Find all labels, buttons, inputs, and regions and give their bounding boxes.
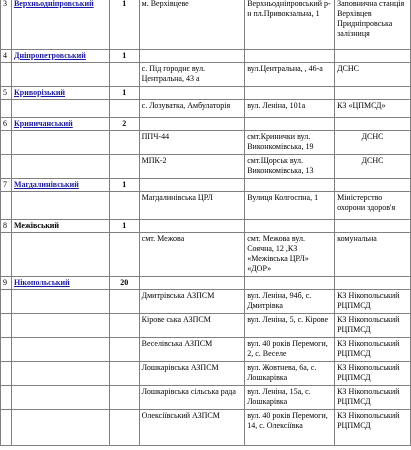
- row-number-cell: [1, 100, 12, 118]
- point-name-cell: Лошкарівська сільська рада: [139, 386, 245, 410]
- count-cell: 1: [109, 220, 139, 233]
- point-name-cell: [139, 50, 245, 63]
- address-cell: [245, 87, 335, 100]
- address-cell: Вулиця Колгоспна, 1: [245, 192, 335, 220]
- count-cell: 1: [109, 87, 139, 100]
- district-row: [1, 50, 411, 63]
- address-cell: смт.Кринички вул. Виконкомівська, 19: [245, 131, 335, 155]
- address-cell: вул. Жовтнева, 6а, с. Лошкарівка: [245, 362, 335, 386]
- table-row: [1, 233, 411, 277]
- organization-cell: КЗ «ЦПМСД»: [335, 100, 411, 118]
- district-row: [1, 118, 411, 131]
- organization-cell: [335, 277, 411, 290]
- table-row: [1, 410, 411, 446]
- district-cell: [11, 410, 109, 446]
- district-row: [1, 277, 411, 290]
- row-number-cell: [1, 63, 12, 87]
- point-name-cell: Олексіївський АЗПСМ: [139, 410, 245, 446]
- district-cell: [11, 131, 109, 155]
- address-cell: вул. Леніна, 15а, с. Лошкарівка: [245, 386, 335, 410]
- district-row: [1, 179, 411, 192]
- points-table-body: [1, 0, 411, 446]
- count-cell: 1: [109, 179, 139, 192]
- count-cell: [109, 410, 139, 446]
- row-number-cell: [1, 155, 12, 179]
- count-cell: 1: [109, 0, 139, 50]
- address-cell: вул. 40 років Перемоги, 2, с. Веселе: [245, 338, 335, 362]
- district-row: [1, 87, 411, 100]
- district-cell: [11, 362, 109, 386]
- address-cell: [245, 179, 335, 192]
- row-number-cell: [1, 131, 12, 155]
- address-cell: [245, 118, 335, 131]
- organization-cell: ДСНС: [335, 63, 411, 87]
- table-row: [1, 131, 411, 155]
- table-row: [1, 362, 411, 386]
- district-link[interactable]: Нікопольський: [11, 277, 109, 290]
- row-number-cell: 3: [1, 0, 12, 50]
- table-row: [1, 192, 411, 220]
- row-number-cell: [1, 192, 12, 220]
- district-link[interactable]: Криворізький: [11, 87, 109, 100]
- organization-cell: ДСНС: [335, 131, 411, 155]
- table-row: [1, 155, 411, 179]
- address-cell: [245, 50, 335, 63]
- table-row: [1, 290, 411, 314]
- count-cell: [109, 386, 139, 410]
- district-cell: [11, 63, 109, 87]
- row-number-cell: [1, 290, 12, 314]
- row-number-cell: [1, 314, 12, 338]
- organization-cell: ДСНС: [335, 155, 411, 179]
- organization-cell: Міністерство охорони здоров'я: [335, 192, 411, 220]
- address-cell: вул. Леніна, 5, с. Кірове: [245, 314, 335, 338]
- table-row: [1, 338, 411, 362]
- row-number-cell: 8: [1, 220, 12, 233]
- address-cell: [245, 277, 335, 290]
- count-cell: [109, 338, 139, 362]
- organization-cell: [335, 50, 411, 63]
- district-cell: [11, 100, 109, 118]
- address-cell: вул. Леніна, 101а: [245, 100, 335, 118]
- organization-cell: Заповнична станція Верхівцев Придніпровська залізниця: [335, 0, 411, 50]
- row-number-cell: [1, 233, 12, 277]
- row-number-cell: 7: [1, 179, 12, 192]
- row-number-cell: [1, 410, 12, 446]
- organization-cell: КЗ Нікопольський РЦПМСД: [335, 362, 411, 386]
- point-name-cell: Лошкарівська АЗПСМ: [139, 362, 245, 386]
- address-cell: [245, 220, 335, 233]
- district-cell: Межівський: [11, 220, 109, 233]
- count-cell: [109, 233, 139, 277]
- point-name-cell: ППЧ-44: [139, 131, 245, 155]
- row-number-cell: [1, 386, 12, 410]
- address-cell: Верхньодніпровський р-н пл.Привокзальна, 1: [245, 0, 335, 50]
- point-name-cell: [139, 118, 245, 131]
- point-name-cell: Дмитрівська АЗПСМ: [139, 290, 245, 314]
- count-cell: [109, 63, 139, 87]
- district-cell: [11, 290, 109, 314]
- district-row: [1, 0, 411, 50]
- point-name-cell: смт. Межова: [139, 233, 245, 277]
- row-number-cell: [1, 362, 12, 386]
- table-row: [1, 63, 411, 87]
- district-link[interactable]: Верхньодніпровський: [11, 0, 109, 50]
- district-cell: [11, 338, 109, 362]
- count-cell: [109, 100, 139, 118]
- district-cell: [11, 192, 109, 220]
- district-cell: [11, 155, 109, 179]
- point-name-cell: [139, 179, 245, 192]
- row-number-cell: 6: [1, 118, 12, 131]
- row-number-cell: 5: [1, 87, 12, 100]
- organization-cell: КЗ Нікопольський РЦПМСД: [335, 338, 411, 362]
- organization-cell: КЗ Нікопольський РЦПМСД: [335, 290, 411, 314]
- point-name-cell: Магдалинівська ЦРЛ: [139, 192, 245, 220]
- address-cell: смт. Межова вул. Соячна, 12 ,КЗ «Межівська ЦРЛ» «ДОР»: [245, 233, 335, 277]
- point-name-cell: Кірове ська АЗПСМ: [139, 314, 245, 338]
- point-name-cell: с. Лозуватка, Амбулаторія: [139, 100, 245, 118]
- table-row: [1, 386, 411, 410]
- district-link[interactable]: Магдалинівський: [11, 179, 109, 192]
- district-row: [1, 220, 411, 233]
- count-cell: [109, 192, 139, 220]
- point-name-cell: [139, 277, 245, 290]
- point-name-cell: м. Верхівцеве: [139, 0, 245, 50]
- table-row: [1, 100, 411, 118]
- point-name-cell: [139, 87, 245, 100]
- district-cell: [11, 314, 109, 338]
- address-cell: смт.Щорськ вул. Виконкомівська, 13: [245, 155, 335, 179]
- organization-cell: комунальна: [335, 233, 411, 277]
- address-cell: вул.Центральна, , 46-а: [245, 63, 335, 87]
- address-cell: вул. Леніна, 94б, с. Дмитрівка: [245, 290, 335, 314]
- point-name-cell: с. Під городнє вул. Центральна, 43 а: [139, 63, 245, 87]
- district-cell: [11, 386, 109, 410]
- organization-cell: КЗ Нікопольський РЦПМСД: [335, 386, 411, 410]
- row-number-cell: [1, 338, 12, 362]
- count-cell: [109, 314, 139, 338]
- count-cell: 1: [109, 50, 139, 63]
- organization-cell: [335, 179, 411, 192]
- organization-cell: [335, 220, 411, 233]
- point-name-cell: МПК-2: [139, 155, 245, 179]
- point-name-cell: Веселівська АЗПСМ: [139, 338, 245, 362]
- count-cell: [109, 290, 139, 314]
- table-row: [1, 314, 411, 338]
- organization-cell: [335, 118, 411, 131]
- district-link[interactable]: Криничанський: [11, 118, 109, 131]
- count-cell: 2: [109, 118, 139, 131]
- count-cell: 20: [109, 277, 139, 290]
- count-cell: [109, 155, 139, 179]
- point-name-cell: [139, 220, 245, 233]
- organization-cell: КЗ Нікопольський РЦПМСД: [335, 410, 411, 446]
- organization-cell: [335, 87, 411, 100]
- count-cell: [109, 131, 139, 155]
- row-number-cell: 4: [1, 50, 12, 63]
- address-cell: вул. 40 років Перемоги, 14, с. Олексіївка: [245, 410, 335, 446]
- district-link[interactable]: Дніпропетровський: [11, 50, 109, 63]
- district-cell: [11, 233, 109, 277]
- row-number-cell: 9: [1, 277, 12, 290]
- organization-cell: КЗ Нікопольський РЦПМСД: [335, 314, 411, 338]
- count-cell: [109, 362, 139, 386]
